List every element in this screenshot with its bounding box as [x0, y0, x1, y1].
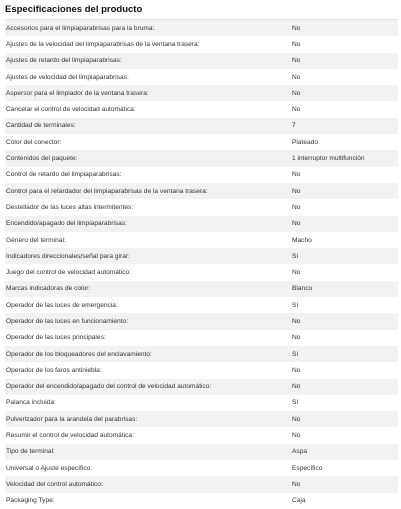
spec-label: Encendido/apagado del limpiaparabrisas: — [6, 220, 127, 228]
spec-value: Sí — [292, 399, 299, 407]
spec-label: Operador de los bloqueadores del enclavamiento: — [6, 350, 152, 358]
spec-value: No — [292, 171, 301, 179]
spec-value: Aspa — [292, 448, 308, 456]
spec-value: 7 — [292, 122, 296, 130]
spec-value: Sí — [292, 301, 299, 309]
spec-label: Resumir el control de velocidad automática: — [6, 432, 134, 440]
spec-label: Operador de las luces en funcionamiento: — [6, 317, 129, 325]
spec-row — [5, 216, 398, 232]
spec-label: Género del terminal: — [6, 236, 66, 244]
spec-label: Velocidad del control automático: — [6, 480, 103, 488]
spec-label: Juego del control de velocidad automático: — [6, 269, 131, 277]
spec-value: 1 interruptor multifunción — [292, 155, 365, 163]
spec-row — [5, 444, 398, 460]
spec-label: Control de retardo del limpiaparabrisas: — [6, 171, 122, 179]
spec-row — [5, 264, 398, 280]
spec-value: Específico — [292, 464, 323, 472]
spec-row — [5, 134, 398, 150]
spec-row — [5, 395, 398, 411]
spec-label: Ajustes de retardo del limpiaparabrisas: — [6, 57, 122, 65]
spec-row — [5, 36, 398, 52]
spec-row — [5, 476, 398, 492]
spec-row — [5, 281, 398, 297]
spec-row — [5, 330, 398, 346]
spec-value: No — [292, 317, 301, 325]
spec-label: Color del conector: — [6, 138, 62, 146]
spec-value: No — [292, 106, 301, 114]
spec-value: No — [292, 415, 301, 423]
spec-row — [5, 199, 398, 215]
spec-value: No — [292, 220, 301, 228]
spec-value: No — [292, 203, 301, 211]
spec-value: No — [292, 89, 301, 97]
spec-value: No — [292, 57, 301, 65]
spec-value: Sí — [292, 252, 299, 260]
spec-value: No — [292, 73, 301, 81]
spec-value: No — [292, 269, 301, 277]
spec-label: Palanca incluida: — [6, 399, 56, 407]
spec-row — [5, 232, 398, 248]
spec-label: Operador del encendido/apagado del control de velocidad automático: — [6, 383, 212, 391]
spec-value: No — [292, 24, 301, 32]
spec-value: Macho — [292, 236, 312, 244]
spec-row — [5, 101, 398, 117]
spec-row — [5, 346, 398, 362]
spec-row — [5, 85, 398, 101]
spec-label: Destellador de las luces altas intermitentes: — [6, 203, 134, 211]
spec-value: Caja — [292, 497, 306, 505]
spec-label: Pulverizador para la arandela del parabrisas: — [6, 415, 138, 423]
spec-label: Cancelar el control de velocidad automática: — [6, 106, 136, 114]
spec-label: Contenidos del paquete: — [6, 155, 78, 163]
spec-label: Packaging Type: — [6, 497, 55, 505]
section-title: Especificaciones del producto — [5, 4, 143, 15]
spec-label: Ajustes de la velocidad del limpiaparabrisas de la ventana trasera: — [6, 40, 200, 48]
spec-label: Control para el retardador del limpiaparabrisas de la ventana trasera: — [6, 187, 208, 195]
spec-row — [5, 411, 398, 427]
spec-label: Aspersor para el limpiador de la ventana trasera: — [6, 89, 149, 97]
spec-value: Plateado — [292, 138, 319, 146]
spec-label: Indicadores direccionales/señal para girar: — [6, 252, 130, 260]
spec-row — [5, 20, 398, 36]
spec-label: Operador de las luces de emergencia: — [6, 301, 118, 309]
spec-value: No — [292, 480, 301, 488]
spec-label: Marcas indicadoras de color: — [6, 285, 91, 293]
spec-row — [5, 427, 398, 443]
spec-row — [5, 362, 398, 378]
spec-value: No — [292, 334, 301, 342]
spec-value: Sí — [292, 350, 299, 358]
spec-row — [5, 150, 398, 166]
spec-row — [5, 460, 398, 476]
spec-label: Operador de los faros antiniebla: — [6, 366, 102, 374]
spec-row — [5, 248, 398, 264]
spec-value: No — [292, 432, 301, 440]
spec-row — [5, 167, 398, 183]
spec-value: No — [292, 40, 301, 48]
spec-row — [5, 297, 398, 313]
spec-row — [5, 313, 398, 329]
spec-value: No — [292, 187, 301, 195]
spec-value: Blanco — [292, 285, 313, 293]
spec-row — [5, 379, 398, 395]
specs-table — [5, 19, 398, 509]
spec-label: Cantidad de terminales: — [6, 122, 76, 130]
spec-value: No — [292, 366, 301, 374]
spec-row — [5, 118, 398, 134]
spec-value: No — [292, 383, 301, 391]
spec-label: Ajustes de velocidad del limpiaparabrisas: — [6, 73, 129, 81]
spec-label: Accesorios para el limpiaparabrisas para la bruma: — [6, 24, 155, 32]
spec-label: Tipo de terminal: — [6, 448, 55, 456]
spec-label: Universal o Ajuste específico: — [6, 464, 93, 472]
spec-row — [5, 493, 398, 509]
spec-row — [5, 69, 398, 85]
spec-label: Operador de las luces principales: — [6, 334, 106, 342]
spec-row — [5, 183, 398, 199]
spec-row — [5, 53, 398, 69]
